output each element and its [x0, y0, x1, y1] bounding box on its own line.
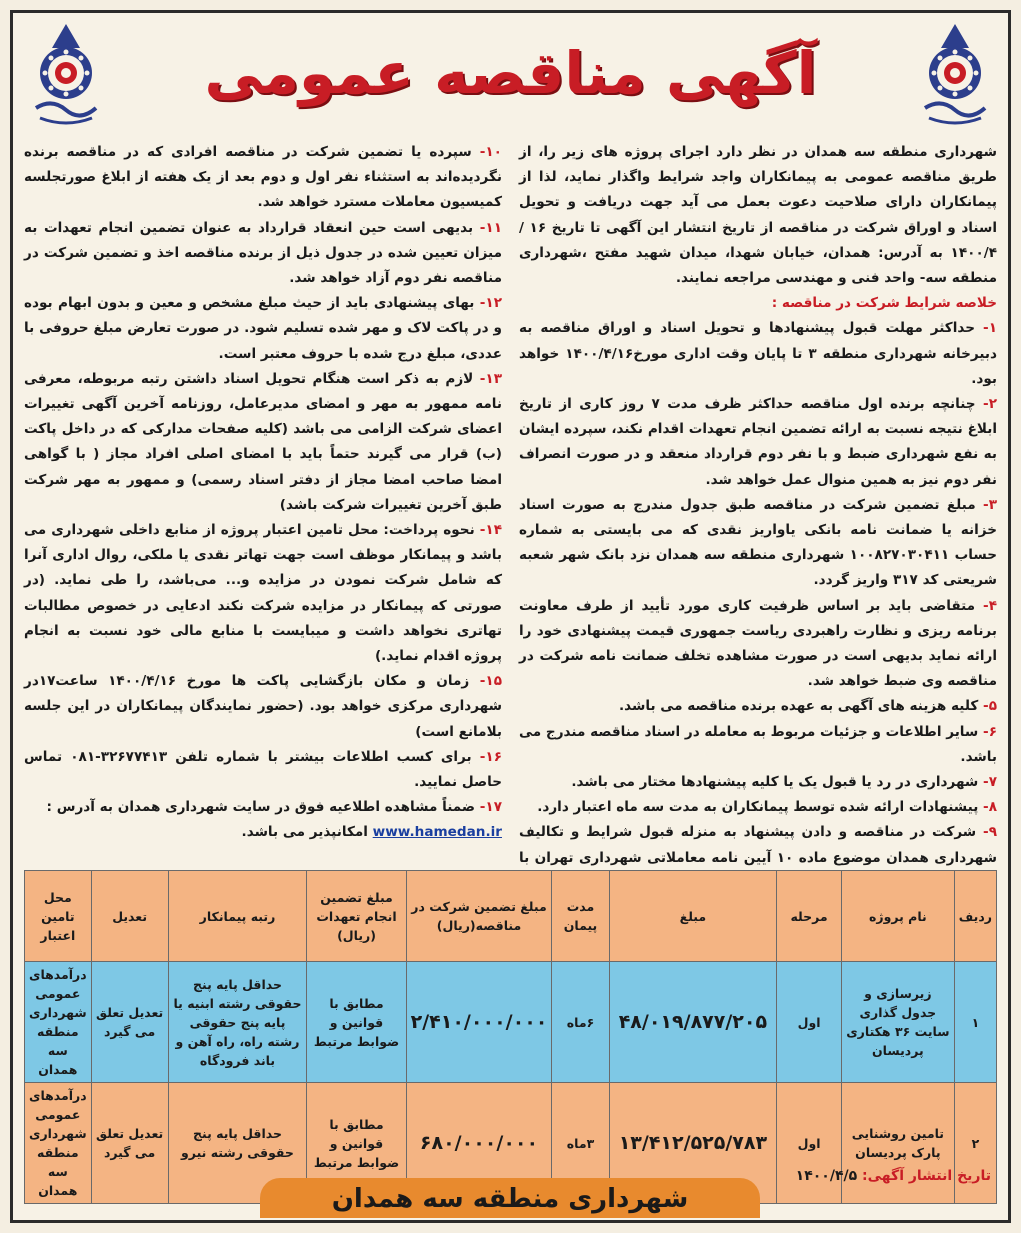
col-header: تعدیل — [91, 871, 168, 962]
item-text: لازم به ذکر است هنگام تحویل اسناد داشتن رتبه مربوطه، معرفی نامه ممهور به مهر و امضای مدیرعامل، روزنامه آخرین آگهی تغییرات اعضای شرکت الزامی می باشد (کلیه صفحات مدارکی که در داخل پاکت (ب) قرار می گیرند حتماً باید با امضای اصلی افراد مجاز ( با گواهی امضا صاحب امضا مجاز از دفتر اسناد رسمی) و ممهور به مهر شرکت طبق آخرین تغییرات شرکت باشد) — [24, 370, 502, 513]
item-text: شهرداری در رد یا قبول یک یا کلیه پیشنهادها مختار می باشد. — [571, 774, 979, 791]
table-cell: ۲ — [954, 1083, 996, 1204]
condition-item — [24, 518, 502, 669]
item-number: ۱۱- — [479, 219, 502, 236]
condition-item — [519, 316, 997, 392]
website-line — [24, 820, 502, 845]
item-number: ۱۰- — [479, 144, 502, 160]
footer-banner: شهرداری منطقه سه همدان — [260, 1178, 760, 1218]
table-cell: ۶۸۰/۰۰۰/۰۰۰ — [406, 1083, 552, 1204]
item-text: کلیه هزینه های آگهی به عهده برنده مناقصه می باشد. — [618, 698, 979, 715]
item-number: ۳- — [983, 496, 997, 513]
item-number: ۲- — [983, 396, 997, 413]
table-cell: درآمدهای عمومی شهرداری منطقه سه همدان — [25, 1083, 92, 1204]
page-title: آگهی مناقصه عمومی — [204, 39, 817, 107]
condition-item — [519, 594, 997, 695]
item-number: ۱۶- — [479, 748, 502, 765]
table-cell: مطابق با قوانین و ضوابط مرتبط — [307, 962, 406, 1083]
municipality-logo-left — [22, 18, 110, 128]
item-text: ضمناً مشاهده اطلاعیه فوق در سایت شهرداری همدان به آدرس : — [46, 799, 475, 816]
col-header: مدت پیمان — [552, 871, 609, 962]
table-cell: تعدیل تعلق می گیرد — [91, 962, 168, 1083]
item-text: سایر اطلاعات و جزئیات مربوط به معامله در اسناد مناقصه مندرج می باشد. — [519, 723, 997, 765]
left-column — [24, 140, 502, 858]
condition-item — [24, 140, 502, 216]
publication-date — [796, 1168, 991, 1184]
item-text: مبلغ تضمین شرکت در مناقصه طبق جدول مندرج به صورت اسناد خزانه یا ضمانت نامه بانکی یاواریز نقدی که می بایستی به شماره حساب ۱۰۰۸۲۷۰۳۰۴۱۱ شهرداری منطقه سه همدان نزد بانک شهر شعبه شریعتی کد ۳۱۷ واریز گردد. — [519, 496, 997, 589]
condition-item — [519, 392, 997, 493]
condition-item — [519, 694, 997, 719]
col-header: رتبه پیمانکار — [168, 871, 307, 962]
table-cell: ۶ماه — [552, 962, 609, 1083]
col-header: ردیف — [954, 871, 996, 962]
publication-label: تاریخ انتشار آگهی: — [862, 1168, 991, 1184]
table-cell: اول — [777, 1083, 842, 1204]
item-text: نحوه پرداخت: محل تامین اعتبار پروژه از منابع داخلی شهرداری می باشد و پیمانکار موظف است جهت تهاتر نقدی یا ملکی، روال اداری آنرا که شامل شرکت نمودن در مزایده و... می‌باشد، را طی نماید. (در صورتی که پیمانکار در مزایده شرکت نکند ادعایی در خصوص مطالبات تهاتری نخواهد داشت و میبایست با منابع مالی خود نسبت به انجام پروژه اقدام نماید.) — [24, 522, 502, 665]
item-number: ۱- — [983, 320, 997, 337]
condition-item — [24, 669, 502, 745]
condition-item — [519, 720, 997, 770]
website-link[interactable]: www.hamedan.ir — [372, 824, 502, 841]
item-text: چنانچه برنده اول مناقصه حداکثر ظرف مدت ۷ روز کاری از تاریخ ابلاغ نتیجه نسبت به ارائه تضمین انجام تعهدات اقدام نکند، سپرده ایشان به نفع شهرداری ضبط و با نفر دوم قرارداد منعقد و در صورت انصراف نفر دوم نیز به همین منوال عمل خواهد شد. — [519, 396, 997, 488]
conditions-heading: خلاصه شرایط شرکت در مناقصه : — [771, 295, 997, 312]
notice-body — [24, 140, 997, 866]
item-number: ۷- — [983, 774, 997, 791]
projects-table-wrap — [24, 870, 997, 1204]
col-header: مرحله — [777, 871, 842, 962]
col-header: مبلغ تضمین شرکت در مناقصه(ریال) — [406, 871, 552, 962]
table-cell: ۱ — [954, 962, 996, 1083]
table-cell: زیرسازی و جدول گذاری سایت ۳۶ هکتاری پردیسان — [841, 962, 954, 1083]
item-number: ۸- — [983, 799, 997, 816]
table-cell: ۳ماه — [552, 1083, 609, 1204]
col-header: نام پروژه — [841, 871, 954, 962]
col-header: محل تامین اعتبار — [25, 871, 92, 962]
item-text: شرکت در مناقصه و دادن پیشنهاد به منزله قبول شرایط و تکالیف شهرداری همدان موضوع ماده ۱۰ آیین نامه معاملاتی شهرداری تهران با — [519, 824, 997, 866]
item-text: سپرده یا تضمین شرکت در مناقصه افرادی که در مناقصه برنده نگردیده‌اند به استثناء نفر اول و دوم بعد از یک هفته از ابلاغ صورتجلسه کمیسیون معاملات مسترد خواهد شد. — [24, 144, 502, 211]
condition-item — [24, 216, 502, 292]
condition-item — [519, 493, 997, 594]
item-number: ۱۷- — [479, 799, 502, 816]
item-text: بهای پیشنهادی باید از حیث مبلغ مشخص و معین و بدون ابهام بوده و در پاکت لاک و مهر شده تسلیم شود. در صورت تعارض مبلغ حروفی با عددی، مبلغ درج شده با حروف معتبر است. — [24, 295, 502, 362]
table-cell: ۲/۴۱۰/۰۰۰/۰۰۰ — [406, 962, 552, 1083]
condition-item — [519, 770, 997, 795]
projects-table — [24, 870, 997, 1204]
table-cell: تامین روشنایی پارک پردیسان — [841, 1083, 954, 1204]
condition-item — [24, 291, 502, 367]
item-text: زمان و مکان بازگشایی پاکت ها مورخ ۱۴۰۰/۴/۱۶ ساعت۱۷در شهرداری مرکزی خواهد بود. (حضور نمایندگان پیمانکاران در این جلسه بلامانع است) — [24, 673, 502, 740]
table-row — [25, 962, 997, 1083]
item-number: ۱۴- — [479, 522, 502, 539]
item-text: برای کسب اطلاعات بیشتر با شماره تلفن ۳۲۶۷۷۴۱۳-۰۸۱ تماس حاصل نمایید. — [24, 748, 502, 791]
table-cell: ۱۳/۴۱۲/۵۲۵/۷۸۳ — [609, 1083, 777, 1204]
item-number: ۶- — [983, 723, 997, 740]
item-number: ۵- — [983, 698, 997, 715]
item-number: ۹- — [983, 824, 997, 841]
table-cell: ۴۸/۰۱۹/۸۷۷/۲۰۵ — [609, 962, 777, 1083]
municipality-logo-right — [911, 18, 999, 128]
condition-item — [519, 795, 997, 820]
item-text: متقاضی باید بر اساس ظرفیت کاری مورد تأیید از طرف معاونت برنامه ریزی و نظارت راهبردی ریاست جمهوری قیمت پیشنهادی خود را ارائه نماید بدیهی است در صورت مشاهده تخلف ضمانت نامه شرکت در مناقصه وی ضبط خواهد شد. — [519, 597, 997, 690]
publication-value: ۱۴۰۰/۴/۵ — [795, 1168, 858, 1184]
right-column — [519, 140, 997, 866]
website-suffix: امکانپذیر می باشد. — [241, 824, 368, 841]
table-cell: حداقل پایه پنج حقوقی رشته نیرو — [168, 1083, 307, 1204]
table-cell: مطابق با قوانین و ضوابط مرتبط — [307, 1083, 406, 1204]
table-cell: اول — [777, 962, 842, 1083]
item-number: ۱۵- — [479, 673, 503, 690]
table-header-row — [25, 871, 997, 962]
col-header: مبلغ تضمین انجام تعهدات (ریال) — [307, 871, 406, 962]
condition-item — [24, 795, 502, 820]
table-cell: درآمدهای عمومی شهرداری منطقه سه همدان — [25, 962, 92, 1083]
condition-item — [24, 367, 502, 518]
item-text: بدیهی است حین انعقاد قرارداد به عنوان تضمین انجام تعهدات به میزان تعیین شده در جدول ذیل از برنده مناقصه اخذ و تضمین شرکت در مناقصه نفر دوم آزاد خواهد شد. — [24, 219, 502, 287]
item-text: حداکثر مهلت قبول پیشنهادها و تحویل اسناد و اوراق مناقصه به دبیرخانه شهرداری منطقه ۳ تا پایان وقت اداری مورخ۱۴۰۰/۴/۱۶ خواهد بود. — [519, 320, 997, 387]
item-number: ۱۲- — [479, 295, 502, 312]
table-cell: تعدیل تعلق می گیرد — [91, 1083, 168, 1204]
intro-paragraph: شهرداری منطقه سه همدان در نظر دارد اجرای پروژه های زیر را، از طریق مناقصه عمومی به پیمانکاران واجد شرایط واگذار نماید، لذا از پیمانکاران دارای صلاحیت دعوت بعمل می آید جهت دریافت و تحویل اسناد و اوراق شرکت در مناقصه از تاریخ انتشار این آگهی تا تاریخ ۱۶ /۱۴۰۰/۴ به آدرس: همدان، خیابان شهدا، میدان شهید مفتح ،شهرداری منطقه سه- واحد فنی و مهندسی مراجعه نمایند. — [519, 144, 997, 287]
item-text: پیشنهادات ارائه شده توسط پیمانکاران به مدت سه ماه اعتبار دارد. — [537, 799, 979, 816]
condition-item — [24, 745, 502, 795]
item-number: ۴- — [983, 597, 997, 614]
item-number: ۱۳- — [479, 370, 503, 387]
col-header: مبلغ — [609, 871, 777, 962]
table-cell: حداقل پایه پنج حقوقی رشته ابنیه یا پایه پنج حقوقی رشته راه، راه آهن و باند فرودگاه — [168, 962, 307, 1083]
